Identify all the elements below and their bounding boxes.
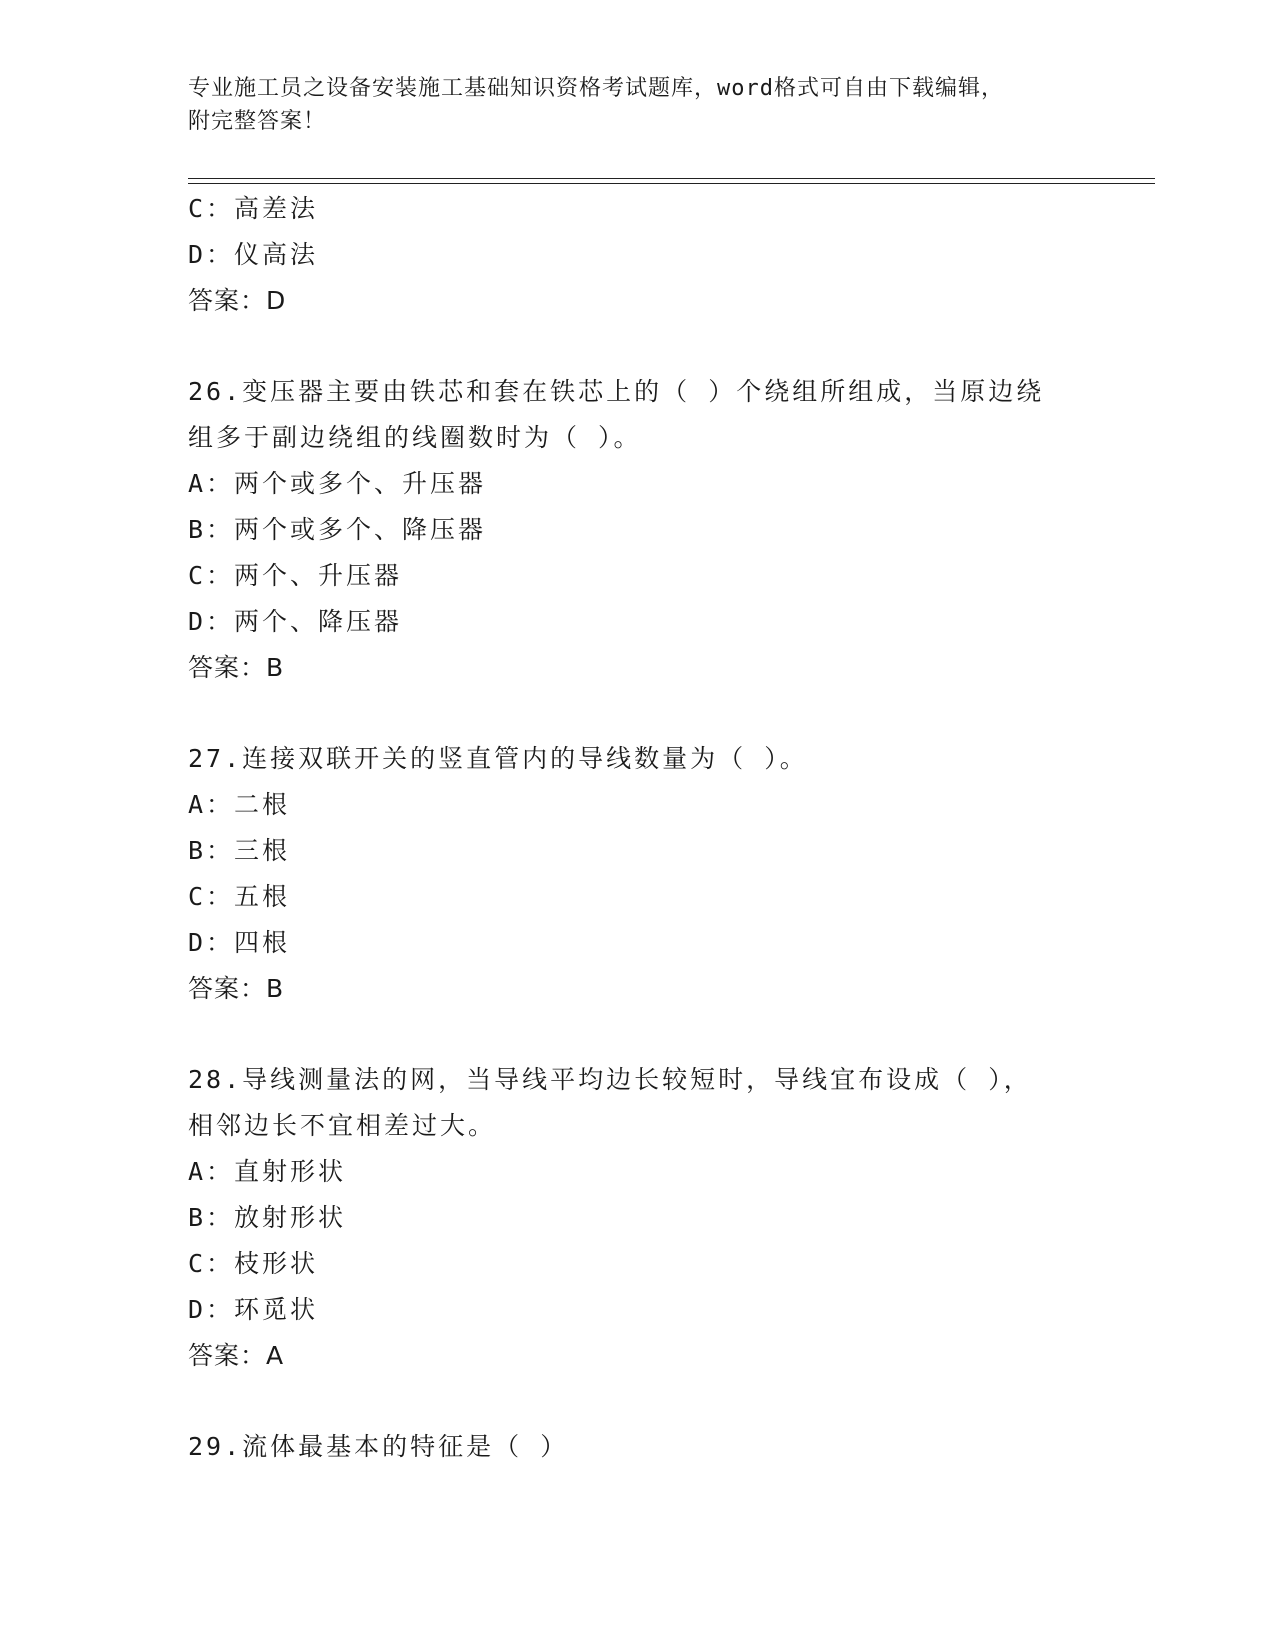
option-c: C：两个、升压器 — [188, 561, 403, 590]
question-text-line-1: 连接双联开关的竖直管内的导线数量为（ ）。 — [242, 744, 808, 773]
question-number: 29. — [188, 1432, 243, 1461]
question-text — [188, 369, 1088, 415]
document-header — [188, 72, 1088, 138]
question-text — [188, 736, 1088, 782]
question-text-line-1: 导线测量法的网，当导线平均边长较短时，导线宜布设成（ ）， — [242, 1065, 1032, 1094]
question-fragment — [188, 186, 1088, 324]
question-29 — [188, 1424, 1088, 1470]
option-b: B：两个或多个、降压器 — [188, 515, 487, 544]
question-text — [188, 1057, 1088, 1103]
answer: 答案：D — [188, 286, 287, 315]
option-c: C：枝形状 — [188, 1249, 319, 1278]
answer: 答案：A — [188, 1341, 285, 1370]
question-number: 27. — [188, 744, 243, 773]
question-text-line-2: 组多于副边绕组的线圈数时为（ ）。 — [188, 423, 642, 452]
option-a: A：二根 — [188, 790, 291, 819]
question-text — [188, 1424, 1088, 1470]
option-c: C：五根 — [188, 882, 291, 911]
question-text-line-2: 相邻边长不宜相差过大。 — [188, 1111, 497, 1140]
option-a: A：直射形状 — [188, 1157, 347, 1186]
header-line-2: 附完整答案！ — [188, 109, 327, 134]
answer: 答案：B — [188, 653, 285, 682]
option-b: B：三根 — [188, 836, 291, 865]
option-b: B：放射形状 — [188, 1203, 347, 1232]
option-d: D：四根 — [188, 928, 291, 957]
question-text-line-1: 变压器主要由铁芯和套在铁芯上的（ ）个绕组所组成，当原边绕 — [242, 377, 1045, 406]
option-d: D：两个、降压器 — [188, 607, 403, 636]
option-c: C：高差法 — [188, 194, 319, 223]
question-text-line-1: 流体最基本的特征是（ ） — [242, 1432, 569, 1461]
header-rule-top — [188, 178, 1155, 179]
question-27 — [188, 736, 1088, 1012]
question-number: 26. — [188, 377, 243, 406]
question-number: 28. — [188, 1065, 243, 1094]
question-28 — [188, 1057, 1088, 1379]
option-d: D：仪高法 — [188, 240, 319, 269]
answer: 答案：B — [188, 974, 285, 1003]
question-list — [188, 186, 1088, 1470]
header-line-1: 专业施工员之设备安装施工基础知识资格考试题库，word格式可自由下载编辑， — [188, 76, 1004, 101]
option-a: A：两个或多个、升压器 — [188, 469, 487, 498]
question-26 — [188, 369, 1088, 691]
header-rule-bottom — [188, 183, 1155, 184]
option-d: D：环觅状 — [188, 1295, 319, 1324]
